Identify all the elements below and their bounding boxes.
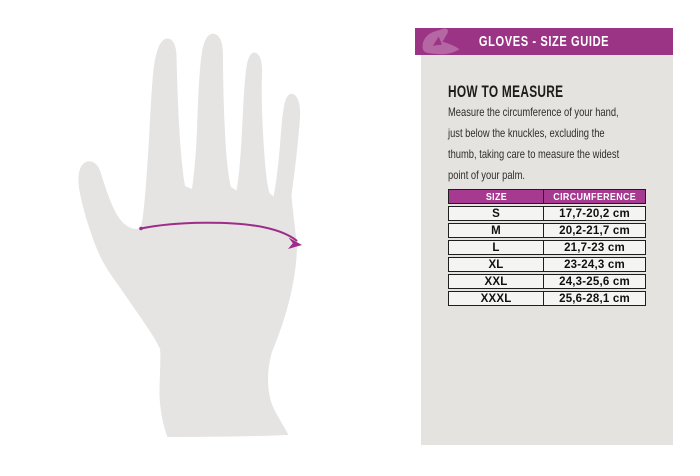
table-row xyxy=(448,274,646,289)
circumference-cell: 20,2-21,7 cm xyxy=(559,224,630,237)
table-row xyxy=(448,240,646,255)
banner-title: GLOVES - SIZE GUIDE xyxy=(478,33,610,50)
circumference-cell: 25,6-28,1 cm xyxy=(559,292,630,305)
size-cell: L xyxy=(449,241,544,254)
banner xyxy=(415,28,673,55)
table-row xyxy=(448,257,646,272)
table-row xyxy=(448,206,646,221)
how-to-measure-text xyxy=(448,102,619,186)
circumference-cell: 23-24,3 cm xyxy=(564,258,625,271)
size-table-header-row xyxy=(448,189,646,204)
circumference-cell: 17,7-20,2 cm xyxy=(559,207,630,220)
how-to-measure-heading: HOW TO MEASURE xyxy=(448,83,564,101)
info-panel xyxy=(421,55,673,445)
circumference-cell: 21,7-23 cm xyxy=(564,241,625,254)
body-line: just below the knuckles, excluding the xyxy=(448,126,605,140)
size-table xyxy=(448,189,646,308)
hand-silhouette xyxy=(78,34,300,437)
size-cell: XXL xyxy=(449,275,544,288)
body-line: thumb, taking care to measure the widest xyxy=(448,147,620,161)
size-cell: S xyxy=(449,207,544,220)
body-line: point of your palm. xyxy=(448,168,526,182)
table-row xyxy=(448,291,646,306)
size-cell: XXXL xyxy=(449,292,544,305)
acerbis-logo-icon xyxy=(418,28,466,55)
circumference-column-header: CIRCUMFERENCE xyxy=(553,190,636,203)
size-cell: M xyxy=(449,224,544,237)
size-cell: XL xyxy=(449,258,544,271)
size-column-header: SIZE xyxy=(449,190,544,203)
body-line: Measure the circumference of your hand, xyxy=(448,105,619,119)
circumference-cell: 24,3-25,6 cm xyxy=(559,275,630,288)
table-row xyxy=(448,223,646,238)
